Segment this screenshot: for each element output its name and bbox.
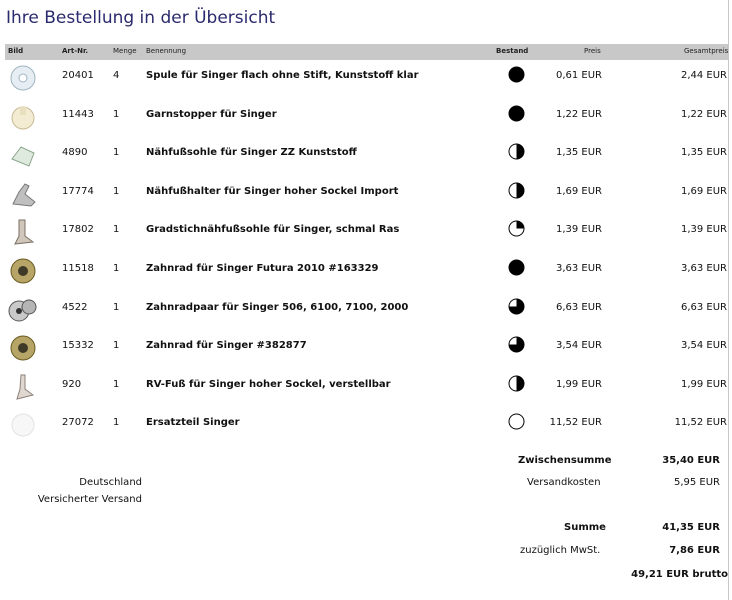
row-name[interactable]: Spule für Singer flach ohne Stift, Kunststoff klar — [146, 70, 419, 81]
row-menge: 1 — [113, 108, 120, 120]
header-preis: Preis — [584, 47, 601, 55]
subtotal-value: 35,40 EUR — [662, 455, 720, 466]
table-row — [0, 98, 728, 136]
shipping-method: Versicherter Versand — [37, 494, 142, 505]
row-price: 1,22 EUR — [555, 108, 602, 120]
row-price: 1,69 EUR — [555, 185, 602, 197]
gross-total: 49,21 EUR brutto — [631, 569, 728, 580]
row-name[interactable]: Garnstopper für Singer — [146, 108, 277, 120]
row-artnr: 4522 — [62, 301, 88, 313]
row-name[interactable]: Gradstichnähfußsohle für Singer, schmal Ras — [146, 224, 400, 236]
table-row — [0, 291, 728, 329]
row-price: 6,63 EUR — [555, 301, 602, 313]
row-menge: 1 — [113, 147, 120, 159]
row-artnr: 27072 — [62, 417, 94, 429]
row-name[interactable]: Zahnrad für Singer Futura 2010 #163329 — [146, 263, 379, 274]
row-menge: 1 — [113, 301, 120, 313]
row-menge: 1 — [113, 185, 120, 197]
row-price: 1,35 EUR — [555, 147, 602, 159]
header-artnr: Art-Nr. — [62, 47, 89, 55]
table-row — [0, 175, 728, 213]
row-name[interactable]: Zahnradpaar für Singer 506, 6100, 7100, 2000 — [146, 301, 409, 313]
straight-stitch-foot-icon[interactable] — [7, 216, 39, 248]
row-artnr: 11443 — [62, 108, 94, 120]
row-artnr: 15332 — [62, 340, 94, 352]
total-value: 41,35 EUR — [662, 522, 720, 533]
gear-pair-icon[interactable] — [7, 294, 39, 326]
row-artnr: 17774 — [62, 185, 94, 197]
table-row — [0, 213, 728, 251]
row-name[interactable]: Zahnrad für Singer #382877 — [146, 340, 307, 352]
row-price: 3,54 EUR — [555, 340, 602, 352]
row-total: 1,39 EUR — [680, 224, 727, 236]
gear-icon[interactable] — [7, 255, 39, 287]
row-artnr: 17802 — [62, 224, 94, 236]
row-menge: 1 — [113, 263, 120, 274]
shipping-value: 5,95 EUR — [673, 477, 720, 488]
row-artnr: 920 — [62, 378, 82, 390]
row-artnr: 11518 — [62, 263, 94, 274]
row-name[interactable]: RV-Fuß für Singer hoher Sockel, verstellbar — [146, 378, 391, 390]
presser-foot-holder-icon[interactable] — [7, 178, 39, 210]
row-total: 11,52 EUR — [674, 417, 727, 429]
row-total: 3,63 EUR — [680, 263, 727, 274]
row-total: 6,63 EUR — [680, 301, 727, 313]
adjustable-foot-icon[interactable] — [7, 371, 39, 403]
row-total: 1,69 EUR — [680, 185, 727, 197]
vat-label: zuzüglich MwSt. — [520, 545, 601, 556]
row-total: 1,99 EUR — [680, 378, 727, 390]
header-menge: Menge — [113, 47, 137, 55]
row-total: 1,22 EUR — [680, 108, 727, 120]
row-menge: 1 — [113, 378, 120, 390]
row-price: 1,99 EUR — [555, 378, 602, 390]
table-row — [0, 406, 728, 444]
spare-part-icon[interactable] — [7, 409, 39, 441]
row-name[interactable]: Ersatzteil Singer — [146, 417, 240, 429]
table-row — [0, 136, 728, 174]
table-row — [0, 329, 728, 367]
right-border — [728, 0, 729, 600]
row-artnr: 4890 — [62, 147, 88, 159]
page-title: Ihre Bestellung in der Übersicht — [6, 8, 276, 28]
row-menge: 1 — [113, 224, 120, 236]
bobbin-clear-icon[interactable] — [7, 62, 39, 94]
shipping-country: Deutschland — [79, 477, 142, 488]
row-name[interactable]: Nähfußsohle für Singer ZZ Kunststoff — [146, 147, 357, 159]
row-price: 11,52 EUR — [549, 417, 602, 429]
header-bestand: Bestand — [496, 47, 529, 55]
row-total: 3,54 EUR — [680, 340, 727, 352]
gear-icon[interactable] — [7, 332, 39, 364]
row-total: 1,35 EUR — [680, 147, 727, 159]
shipping-label: Versandkosten — [527, 477, 601, 488]
row-menge: 1 — [113, 417, 120, 429]
row-name[interactable]: Nähfußhalter für Singer hoher Sockel Import — [146, 185, 399, 197]
row-total: 2,44 EUR — [680, 70, 727, 81]
vat-value: 7,86 EUR — [669, 545, 720, 556]
row-artnr: 20401 — [62, 70, 94, 81]
total-label: Summe — [564, 522, 606, 533]
row-price: 3,63 EUR — [555, 263, 602, 274]
row-menge: 1 — [113, 340, 120, 352]
table-row — [0, 368, 728, 406]
header-gesamt: Gesamtpreis — [684, 47, 729, 55]
subtotal-label: Zwischensumme — [518, 455, 612, 466]
presser-foot-sole-icon[interactable] — [7, 139, 39, 171]
row-menge: 4 — [113, 70, 120, 81]
table-row — [0, 252, 728, 290]
header-benennung: Benennung — [146, 47, 187, 55]
header-bild: Bild — [8, 47, 24, 55]
row-price: 1,39 EUR — [555, 224, 602, 236]
row-price: 0,61 EUR — [555, 70, 602, 81]
table-row — [0, 59, 728, 97]
thread-stopper-icon[interactable] — [7, 101, 39, 133]
